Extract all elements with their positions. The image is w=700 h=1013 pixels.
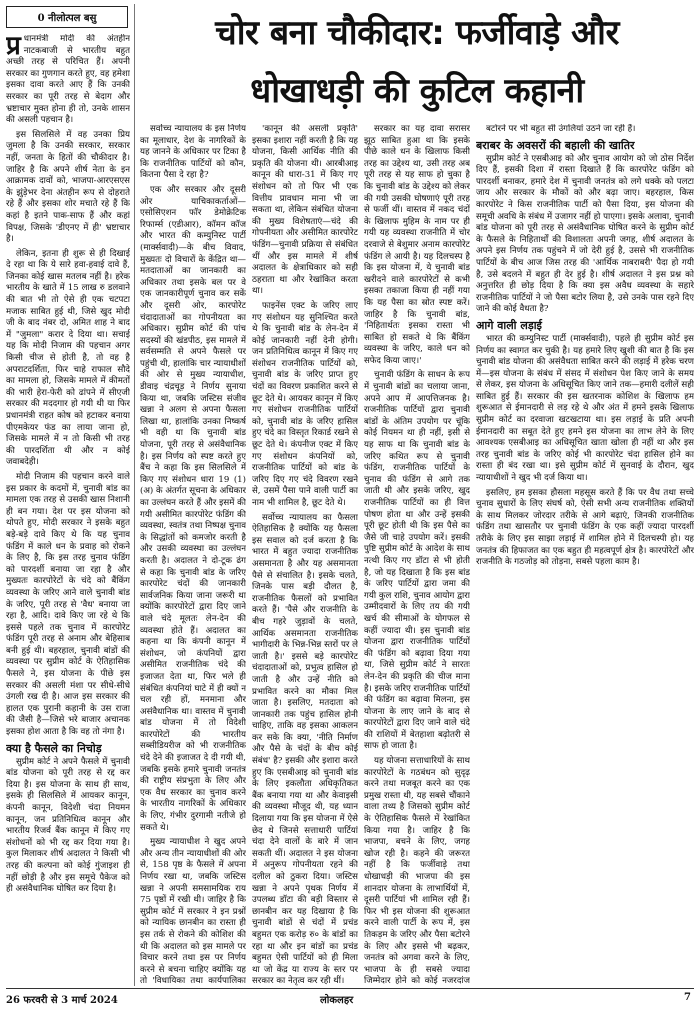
column-5 — [476, 124, 694, 986]
article-paragraph: फाइनेंस एक्ट के जरिए लाए गए संशोधन यह सुनिश्चित करते थे कि चुनावी बांड के लेन-देन में कोई जानकारी नहीं देनी होगी। जन प्रतिनिधित्व कानून में किए गए संशोधन राजनीतिक पार्टियों को, चुनावी बांड के जरिए प्राप्त हुए चंदों का विवरण प्रकाशित करने से छूट देते थे। आयकर कानून में किए गए संशोधन राजनीतिक पार्टियों को, चुनावी बांड के जरिए हासिल हुए चंदे का विस्तृत रिकार्ड रखने से छूट देते थे। कंपनीज एक्ट में किए गए संशोधन कंपनियों को, राजनीतिक पार्टियों को बांड के जरिए दिए गए चंदे विवरण रखने से, उसमें पैसा पाने वाली पार्टी का नाम भी शामिल है, छूट देते थे। — [252, 300, 358, 508]
headline-line-1: चोर बना चौकीदार: फर्जीवाड़े और — [215, 13, 619, 53]
article-paragraph: इसलिए, हम इसका हौसला महसूस करते हैं कि पर वैध तथा सच्चे चुनाव सुधारों के लिए संघर्ष को, ऐसी सभी अन्य राजनीतिक शक्तियों के साथ मिलकर जोरदार तरीके से आगे बढ़ाएं, जिनकी राजनीतिक फंडिंग तथा खासतौर पर चुनावी फंडिंग के एक कहीं ज्यादा पारदर्शी तरीके के लिए इस साझा लड़ाई में शामिल होने में दिलचस्पी हो। यह जनतंत्र की हिफाजत का एक बहुत ही महत्वपूर्ण क्षेत्र है। कारपोरेटों और राजनीति के गठजोड़ को तोड़ना, सबसे पहला काम है। — [476, 487, 694, 568]
page-number: 7 — [684, 992, 691, 1003]
article-paragraph: सरकार का यह दावा सरासर झूठ साबित हुआ था कि इसके पीछे काले धन के खिलाफ किसी तरह का उद्देश्य था, उसी तरह अब पूरी तरह से यह साफ हो चुका है कि चुनावी बांड के उद्देश्य को लेकर की गयी उसकी घोषणाएं पूरी तरह से फर्जी थीं। वास्तव में नकद चंदों के खिलाफ मुहिम के नाम पर ही गयी यह व्यवस्था राजनीति में चोर दरवाजे से बेशुमार अनाम कारपोरेट फंडिंग ले आयी है। यह दिलचस्प है कि इस योजना में, ये चुनावी बांड खरीदने वाले कारपोरेटों से कभी इसका तकाजा किया ही नहीं गया कि यह पैसा का स्रोत स्पष्ट करें। जाहिर है कि चुनावी बांड, 'निहितार्थतः इसका रास्ता भी साबित हो सकते थे कि बैंकिंग व्यवस्था के जरिए, काले धन को सफेद किया जाए।' — [364, 124, 470, 366]
article-paragraph: सर्वोच्च न्यायालय के इस निर्णय का मूलाधार, देश के नागरिकों के यह जानने के अधिकार पर टिका है कि राजनीतिक पार्टियों को कौन, कितना पैसा दे रहा है? — [140, 124, 246, 181]
subheading: आगे वाली लड़ाई — [476, 318, 542, 332]
headline-line-2: धोखाधड़ी की कुटिल कहानी — [250, 71, 584, 111]
subheading: बराबर के अवसरों की बहाली की खातिर — [476, 138, 635, 152]
article-paragraph: प्र धानमंत्री मोदी की अंतहीन नाटकबाजी से भारतीय बहुत अच्छी तरह से परिचित हैं। अपनी सरकार का गुणगान करते हुए, वह हमेशा इसका दावा करते आए हैं कि उनकी सरकार का पूरी तरह से बेदाग और भ्रष्टाचार मुक्त होना ही तो, उनके शासन की असली पहचान है। — [6, 34, 130, 126]
article-paragraph: सुप्रीम कोर्ट ने अपने फैसले में चुनावी बांड योजना को पूरी तरह से रद्द कर दिया है। इस योजना के साथ ही साथ, इसके ही सिलसिले में आयकर कानून, कंपनी कानून, विदेशी चंदा नियमन कानून, जन प्रतिनिधित्व कानून और भारतीय रिजर्व बैंक कानून में किए गए संशोधनों को भी रद्द कर दिया गया है। कुल मिलाकर शीर्ष अदालत ने किसी भी तरह की कल्पना को कोई गुंजाइश ही नहीं छोड़ी है और इस समूचे पैकेज को ही असंवैधानिक घोषित कर दिया है। — [6, 756, 130, 895]
article-paragraph: चुनावी फंडिंग के साधन के रूप में चुनावी बांडों का चलाया जाना, अपने आप में आपत्तिजनक है। राजनीतिक पार्टियों द्वारा चुनावी बांडों के अंतिम उपयोग पर चूंकि कोई नियमन था ही नहीं, इसी से यह साफ था कि चुनावी बांड के जरिए कथित रूप से चुनावी फंडिंग, राजनीतिक पार्टियों के चुनाव की फंडिंग से आगे तक जाती थी और इसके जरिए, खुद राजनीतिक पार्टियों का ही वित्त पोषण होता था और उन्हें इसकी पूरी छूट होती थी कि इस पैसे का जैसे जी चाहे उपयोग करें। इसकी पुष्टि सुप्रीम कोर्ट के आदेश के साथ नत्थी किए गए डॉटा से भी होती है, जो यह दिखाता है कि इस बांड के जरिए पार्टियों द्वारा जमा की गयी कुल राशि, चुनाव आयोग द्वारा उम्मीदवारों के लिए तय की गयी खर्च की सीमाओं के योगफल से कहीं ज्यादा थी। इस चुनावी बांड योजना द्वारा राजनीतिक पार्टियों की फंडिंग को बढ़ावा दिया गया था, जिसे सुप्रीम कोर्ट ने सारतः लेन-देन की प्रकृति की चीज माना है। इसके जरिए राजनीतिक पार्टियों की फंडिंग का बढ़ावा मिलना, इस योजना के लाए जाने के बाद से कारपोरेटों द्वारा दिए जाने वाले चंदे की राशियों में बेतहाशा बढ़ोतरी से साफ हो जाता है। — [364, 370, 470, 752]
column-2 — [140, 124, 246, 986]
footer-rule — [6, 988, 694, 989]
column-1 — [6, 34, 130, 986]
article-paragraph: सुप्रीम कोर्ट ने एसबीआइ को और चुनाव आयोग को जो ठोस निर्देश दिए हैं, इसकी दिशा में रास्ता दिखाते हैं कि कारपोरेट फंडिंग को पारदर्शी बनाकर, हमारे देश में चुनावी जनतंत्र को लगे धक्के को पलटा जाय और सरकार के मौकों को और बढ़ा जाए। बहरहाल, किस कारपोरेट ने किस राजनीतिक पार्टी को पैसा दिया, इस योजना की समूची अवधि के संबंध में उजागर नहीं हो पाएगा। इसके अलावा, चुनावी बांड योजना को पूरी तरह से असंवैधानिक घोषित करने के सुप्रीम कोर्ट के फैसले के निहितार्थों की विशालता अपनी जगह, शीर्ष अदालत के अपने इस निर्णय तक पहुंचने में जो देरी हुई है, उससे भी राजनीतिक पार्टियों के बीच आज जिस तरह की 'आर्थिक नाबराबरी' पैदा हो गयी है, उसे बदलने में बहुत ही देर हुई है। शीर्ष अदालत ने इस प्रश्न को अनुत्तरित ही छोड़ दिया है कि क्या इस अवैध व्यवस्था के सहारे राजनीतिक पार्टियों ने जो पैसा बटोर लिया है, उसे उनके पास रहने दिए जाने की कोई वैधता है? — [476, 153, 694, 315]
dropcap: प्र — [6, 34, 21, 61]
article-paragraph: इस सिलसिले में वह उनका प्रिय जुमला है कि उनकी सरकार, सरकार नहीं, जनता के हितों की चौकीदार है। जाहिर है कि अपने शीर्ष नेता के इन आक्रामक दावों को, भाजपा-आरएसएस के झुंड़ेभर देना अंतहीन रूप से दोहराते रहे हैं और इसका शोर मचाते रहे हैं कि कहां है इतने पाक-साफ हैं और कहां विपक्ष, जिसके 'डीएनए में ही' भ्रष्टाचार है। — [6, 129, 130, 245]
article-paragraph: लेकिन, इतना ही शुरू से ही दिखाई दे रहा था कि ये सारे हवा-हवाई दावे हैं, जिनका कोई खास मतलब नहीं है। हरेक भारतीय के खाते में 15 लाख रु डलवाने की बात भी तो ऐसे ही एक चटपटा मजाक साबित हुई थी, जिसे खुद मोदी जी के बाद नंबर दो, अमित शाह ने बाद में "जुमला" करार दे दिया था। सचाई यह कि मोदी निजाम की पहचान अगर किसी चीज से होती है, तो वह है अपराटदर्शिता, फिर चाहे राफाल सौदे का मामला हो, जिसके मामले में कीमतों की भारी हेरा-फेरी को ढांपने में सीएजी सरकार की मददगार हो गयी थी या फिर प्रधानमंत्री राहत कोष को हटाकर बनाया पीएमकेयर फंड का लाया जाना हो, जिसके मामले में न तो किसी भी तरह की पारदर्शिता थी और न कोई जवाबदेही। — [6, 248, 130, 468]
article-paragraph: मोदी निजाम की पहचान करने वाले इस प्रकार के कदमों में, चुनावी बांड का मामला एक तरह से उसकी खास निशानी ही बन गया। देश पर इस योजना को थोपते हुए, मोदी सरकार ने इसके बहुत बड़े-बड़े दावे किए थे कि यह चुनाव फंडिंग में काले धन के प्रवाह को रोकने के लिए है, कि इस तरह चुनाव फंडिंग को पारदर्शी बनाया जा रहा है और मुख्यतः कारपोरेटों के चंदे को बैंकिंग व्यवस्था के जरिए आने वाले चुनावी बांड के जरिए, पूरी तरह से 'वैध' बनाया जा रहा है, आदि। दावे किए जा रहे थे कि इससे पहले तक चुनाव में कारपोरेट फंडिंग पूरी तरह से अनाम और बेहिसाब बनी हुई थी। बहरहाल, चुनावी बांडों की व्यवस्था पर सुप्रीम कोर्ट के ऐतिहासिक फैसले ने, इस योजना के पीछे इस सरकार की असली मंशा पर सीधे-सीधे उंगली रख दी है। आज इस सरकार की हालत एक पुरानी कहानी के उस राजा की जैसी है—जिसे भरे बाजार अचानक इसका होश आता है कि वह तो नंगा है। — [6, 471, 130, 738]
column-3 — [252, 124, 358, 986]
footer-date: 26 फरवरी से 3 मार्च 2024 — [6, 995, 118, 1006]
article-paragraph: एक और सरकार और दूसरी ओर याचिकाकर्ताओं—एसोसिएशन फॉर डेमोक्रेटिक रिफार्म्स (एडीआर), कॉमन कॉज और भारत की कम्युनिस्ट पार्टी (मार्क्सवादी)—के बीच विवाद, मुख्यतः दो विचारों के केंद्रित था—मतदाताओं का जानकारी का अधिकार तथा इसके बल पर वे एक जानकारीपूर्ण चुनाव कर सकें और दूसरी ओर, कारपोरेट चंदादाताओं का गोपनीयता का अधिकार। सुप्रीम कोर्ट की पांच सदस्यों की खंडपीठ, इस मामले में सर्वसम्मति से अपने फैसले पर पहुंची थी, हालांकि चार न्यायाधीशों की ओर से मुख्य न्यायाधीश, डीवाइ चंद्रचूड़ ने निर्णय सुनाया किया था, जबकि जस्टिस संजीव खन्ना ने अलग से अपना फैसला लिखा था, हालांकि उनका निष्कर्ष भी वही था कि चुनावी बांड योजना, पूरी तरह से असंवैधानिक है। इस निर्णय को स्पष्ट करते हुए बैंच ने कहा कि इस सिलसिले में किए गए संशोधन धारा 19 (1)(अ) के अंतर्गत सूचना के अधिकार का उल्लंघन करते हैं और इसमें की गयी असीमित कारपोरेट फंडिंग की व्यवस्था, स्वतंत्र तथा निष्पक्ष चुनाव के सिद्धांतों को कमजोर करती है और उसकी व्यवस्था का उल्लंघन करती है। अदालत ने दो-टूक ढंग से कहा कि चुनावी बांड के जरिए कारपोरेट चंदों की जानकारी सार्वजनिक किया जाना जरूरी था क्योंकि कारपोरेटों द्वारा दिए जाने वाले चंदे मूलतः लेन-देन की व्यवस्था होते हैं। अदालत का कहना था कि कंपनी कानून में संशोधन, जो कंपनियों द्वारा असीमित राजनीतिक चंदे की इजाजत देता था, फिर भले ही संबंधित कंपनियां घाटे में ही क्यों न चल रही हों, मनमाना और असंवैधानिक था। वास्तव में चुनावी बांड योजना में तो विदेशी कारपोरेटों की भारतीय सब्सीडियरीज को भी राजनीतिक चंदे देने की इजाजत दे दी गयी थी, जबकि इसके हमारे चुनावी जनतंत्र की राष्ट्रीय संप्रभुता के लिए और एक वैध सरकार का चुनाव करने के भारतीय नागरिकों के अधिकार के लिए, गंभीर दुरगामी नतीजे हो सकते थे। — [140, 184, 246, 833]
article-paragraph: यह योजना सत्ताधारियों के साथ कारपोरेटों के गठबंधन को सुदृढ़ करने तथा मजबूत करने का एक प्रमुख रास्ता थी, यह सबसे चौंकाने वाला तथ्य है जिसको सुप्रीम कोर्ट के ऐतिहासिक फैसले में रेखांकित किया गया है। जाहिर है कि भाजपा, बचने के लिए, जगह खोज रही है। कहने की जरूरत नहीं है कि फर्जीवाड़े तथा धोखाधड़ी की भाजपा की इस शानदार योजना के लाभार्थियों में, दूसरी पार्टियां भी शामिल रही हैं। फिर भी इस योजना की शुरूआत करने वाली पार्टी के रूप में, इस तिकड़म के जरिए और पैसा बटोरने के लिए और इससे भी बढ़कर, जनतंत्र को अगवा करने के लिए, भाजपा के ही सबसे ज्यादा जिम्मेदार होने को कोई नजरदांज — [364, 756, 470, 986]
article-paragraph: 'कानून की असली प्रकृति' इसका इशारा नहीं करती है कि यह योजना, किसी आर्थिक नीति की प्रकृति की योजना थी। आरबीआइ कानून की धारा-31 में किए गए संशोधन को तो फिर भी एक वित्तीय प्रावधान माना भी जा सकता था, लेकिन संबंधित योजना की मुख्य विशेषताएं—चंदे की गोपनीयता और असीमित कारपोरेट फंडिंग—चुनावी प्रक्रिया से संबंधित थीं और इस मामले में शीर्ष अदालत के क्षेत्राधिकार को सही ठहराता था और रेखांकित करता था। — [252, 124, 358, 297]
headline — [138, 4, 696, 120]
article-paragraph: सर्वोच्च न्यायालय का फैसला ऐतिहासिक है क्योंकि यह फैसला इस सवाल को दर्ज करता है कि भारत में बहुत ज्यादा राजनीतिक असमानता है और यह असमानता पैसे से संचालित है। इसके चलते, जिनके पास बड़ी दौलत है, राजनीतिक फैसलों को प्रभावित करते हैं। 'पैसे और राजनीति के बीच गहरे जुड़ावों के चलते, आर्थिक असमानता राजनीतिक भागीदारी के भिन्न-भिन्न स्तरों पर ले जाती है।' इससे बड़े कारपोरेट चंदादाताओं को, प्रभुत्व हासिल हो जाती है और उन्हें नीति को प्रभावित करने का मौका मिल जाता है। इसलिए, मतदाता को जानकारी तक पहुंच हासिल होनी चाहिए, ताकि वह इसका आकलन कर सके कि क्या, 'नीति निर्माण और पैसे के चंदों के बीच कोई संबंध' है? इसकी और इशारा करते हुए कि एसबीआइ को चुनावी बांड के लिए इकलौता अधिकृतिकत बैंक बनाया गया था और केवाइसी की व्यवस्था मौजूद थी, यह ध्यान दिलाया गया कि इस योजना में ऐसे छेद थे जिनसे सत्ताधारी पार्टियां चंदा देने वालों के बारे में जान सकती थीं। अदालत ने इस योजना में अनुरूप गोपनीयता रहने की दलील को ठुकरा दिया। जस्टिस खन्ना ने अपने पृथक निर्णय में उपलब्ध डॉटा की बड़ी विस्तार से छानबीन कर यह दिखाया है कि चुनावी बांडों से चंदों में प्रचंड बहुमत एक करोड़ रु० के बांडों का रहा था और इन बांडों का प्रचंड बहुमत ऐसी पार्टियों को ही मिला था जो केंद्र या राज्य के स्तर पर सरकार का नेतृत्व कर रही थीं। — [252, 512, 358, 986]
article-paragraph: भारत की कम्युनिस्ट पार्टी (मार्क्सवादी), पहले ही सुप्रीम कोर्ट इस निर्णय का स्वागत कर चुकी है। यह हमारे लिए खुशी की बात है कि इस चुनावी बांड योजना की असंवैधता साबित करने की लड़ाई में हरेक चरण में—इस योजना के संबंध में संसद में संशोधन पेश किए जाने के समय से लेकर, इस योजना के अधिसूचित किए जाने तक—हमारी दलीलें सही साबित हुई हैं। सरकार की इस खतरनाक कोशिश के खिलाफ हम शुरूआत से ईमानदारी से लड़ रहे थे और अंत में हमने इसके खिलाफ सुप्रीम कोर्ट का दरवाजा खटखटाया था। इस लड़ाई के प्रति अपनी ईमानदारी का सबूत देते हुए हमने इस योजना का लाभ लेने के लिए आवश्यक एसबीआइ का अधिसूचित खाता खोला ही नहीं था और इस तरह चुनावी बांड के जरिए कोई भी कारपोरेट चंदा हासिल होने का रास्ता ही बंद रखा था। इसे सुप्रीम कोर्ट में सुनवाई के दौरान, खुद न्यायाधीशों ने खुद भी दर्ज किया था। — [476, 333, 694, 484]
subheading: क्या है फैसले का निचोड़ — [6, 741, 102, 755]
article-paragraph: बटोरने पर भी बहुत सी उंगलियां उठने जा रही हैं। — [486, 124, 636, 134]
byline: 0 नीलोत्पल बसु — [6, 6, 128, 28]
footer-publication: लोकलहर — [320, 995, 354, 1006]
article-paragraph: मुख्य न्यायाधीश ने खुद अपने और अन्य तीन न्यायाधीशों की ओर से, 158 पृष्ठ के फैसले में अपना निर्णय रखा था, जबकि जस्टिस खन्ना ने अपनी समसामयिक राय 75 पृष्ठों में रखी थी। जाहिर है कि सुप्रीम कोर्ट में सरकार ने इन प्रश्नों को न्यायिक छानबीन का रास्ता ही इस तर्क से रोकने की कोशिश की थी कि अदालत को इस मामले पर विचार करने तथा इस पर निर्णय करने से बचना चाहिए क्योंकि यह तो 'विधायिका तथा कार्यपालिका — [140, 837, 246, 986]
column-rule — [134, 4, 135, 986]
column-4 — [364, 124, 470, 986]
